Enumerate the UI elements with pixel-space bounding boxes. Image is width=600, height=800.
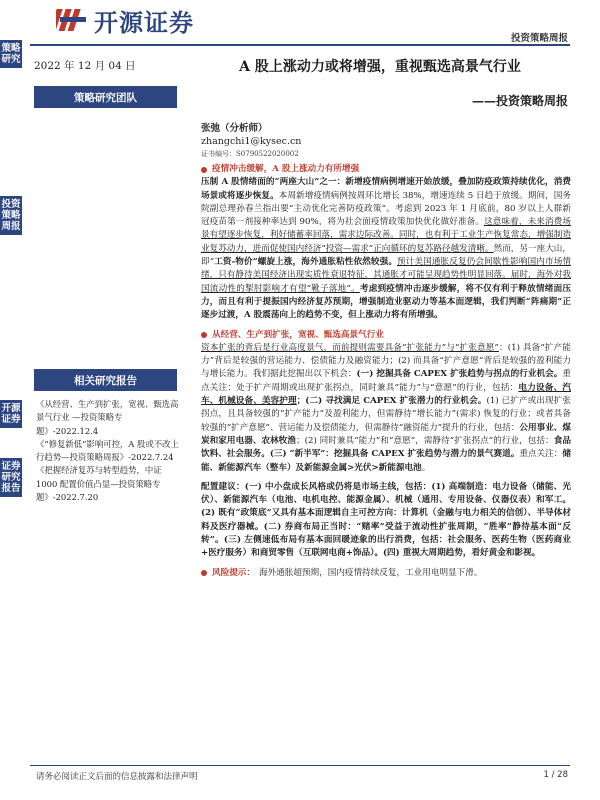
bold-text: 储能、新能源汽车（整车）及新能源金属>光伏>新能源电池 (201, 449, 571, 473)
allocation-advice: 配置建议：(一) 中小盘成长风格或仍将是市场主线，包括：(1) 高端制造：电力设备（储能、光伏）、新能源汽车（电池、电机电控、能源金属）、机械（通用、专用设备、仪器仪表）和军工。(2) 既有“政策底”又具有基本面逻辑自主可控方向：计算机（金融与电力相关的信创）、半导体材料及医疗器械。(二) 券商布局正当时：“赌率”受益于流动性扩张周期，“胜率”静待基本面“反转”。(三) 左侧速低布局有基本面回暖迹象的出行消费，包括：社会服务、医药生物（医药商业+医疗服务）和商贸零售（互联网电商+饰品）。(四) 重视大周期趋势，看好黄金和影视。 (201, 481, 571, 559)
bold-text: 工资-物价”螺旋上涨，海外通胀粘性依然较强。 (214, 257, 398, 268)
page-number: 1 / 28 (543, 770, 568, 780)
related-reports-label: 相关研究报告 (34, 369, 177, 391)
body-text: 重点关注： (519, 449, 563, 460)
bold-underlined-text: 电力设备、汽车、机械设备、美容护理 (201, 382, 571, 407)
legal-disclaimer: 请务必阅读正文后面的信息披露和法律声明 (36, 772, 198, 782)
section-heading (201, 329, 571, 342)
section-heading (201, 163, 571, 176)
related-report-item[interactable]: 《“修复新低”影响可控，A 股或不改上行趋势—投资策略周报》-2022.7.24 (36, 438, 179, 463)
brand-name: 开源证券 (94, 8, 194, 37)
team-label: 策略研究团队 (34, 86, 177, 108)
brand-logo (56, 2, 194, 38)
conclusion-text: 考虑到疫情冲击逐步缓解，将不仅有利于释放情绪面压力，而且有利于提振国内经济复苏预期，增强制造业驱动力等基本面逻辑，我们判断“阵痛期”正逐步过渡，A 股震荡向上的趋势不变，但上涨动力将有所增强。 (201, 283, 571, 321)
side-tab-strategy: 策略研究 (0, 40, 22, 68)
underlined-text: 资本扩张的背后是行业高度景气，而前提则需要具备“扩张能力”与“扩张意愿” (201, 342, 499, 353)
analyst-info (201, 122, 301, 161)
bullet-icon (201, 167, 207, 173)
report-body (201, 163, 571, 580)
report-title: A 股上涨动力或将增强，重视甄选高景气行业 (239, 59, 521, 75)
bold-text: (一) 挖掘具备 CAPEX 扩张趋势与拐点的行业机会。 (356, 369, 563, 380)
analyst-name: 张弛（分析师） (201, 123, 268, 134)
body-text: (1) 已扩产或出现扩张拐点，且具备较强的“扩产能力”及盈利能力，但需静待“增长能力”(需求) 恢复的行业；或者具备较强的“扩产意愿”、营运能力及偿债能力，但需静待“融资能力”提升的行业，包括： (201, 396, 571, 433)
report-type-label: 投资策略周报 (510, 33, 568, 44)
body-text: 。 (421, 462, 431, 473)
related-reports-list (36, 398, 180, 504)
analyst-cert: 证书编号：S0790522020002 (201, 150, 299, 158)
bullet-icon (201, 570, 207, 576)
body-text: 重点关注：处于扩产周期或出现扩张拐点，同时兼具“能力”与“意愿”的行业，包括： (201, 369, 571, 393)
report-date: 2022 年 12 月 04 日 (34, 60, 136, 72)
body-text: ；(2) 同时兼具“能力”和“意愿”，需静待“扩张拐点”的行业，包括： (296, 435, 554, 446)
body-text: 然而，另一座大山，即“ (201, 243, 571, 268)
section-1-paragraph (201, 176, 571, 322)
risk-text: 海外通胀超预期，国内疫情持续反复，工业用电明显下滑。 (258, 567, 483, 578)
underlined-text: 这意味着，未来消费场景有望逐步恢复，利好储蓄率回落，需求边际改善。同时，也有利于工业生产恢复常态，增强制造业复苏动力，进而促使国内经济“投资—需求”正向循环的复苏路径越发清晰。 (201, 217, 571, 254)
bold-text: 公用事业、煤炭和家用电器、农林牧渔 (201, 422, 571, 446)
report-subtitle: ——投资策略周报 (471, 94, 568, 108)
section-title-2: 从经营、生产到扩张，宽视、甄选高景气行业 (212, 329, 384, 340)
related-report-item[interactable]: 《从经营、生产到扩张，宽视、甄选高景气行业 —投资策略专题》-2022.12.4 (36, 399, 179, 436)
side-tab-weekly: 投资策略周报 (0, 196, 22, 235)
risk-heading (201, 567, 571, 580)
side-tab-brand: 开源证券 (0, 400, 22, 428)
lead-text: 压制 A 股情绪面的“两座大山”之一：新增疫情病例增速开始放缓，叠加防疫政策持续优化，消费场景或将逐步恢复。 (201, 177, 571, 201)
body-text: ：(1) 具备“扩产能力”背后是较强的营运能力、偿债能力及融资能力；(2) 而具备“扩产意愿”背后是较强的盈利能力与增长能力。我们据此挖掘出以下机会： (201, 342, 571, 380)
body-text: 本周新增疫情病例按周环比增长 38%，增速连续 5 日趋于放缓。期间，国务院副总理孙春兰指出要“主动优化完善防疫政策”。考虑到 2023 年 1 月底前，80 岁以上人群新冠疫苗第一剂接种率达到 90%，将为社会面疫情政策加快优化做好准备。 (201, 190, 571, 228)
bold-text: ；(二) 寻找满足 CAPEX 扩张潜力的行业机会。 (296, 396, 487, 407)
section-2-paragraph-1 (201, 342, 571, 475)
bold-text: 食品饮料、社会服务 (201, 435, 571, 460)
footer-divider (30, 765, 570, 766)
related-report-item[interactable]: 《把握经济复苏与转型趋势，中证1000 配置价值凸显—投资策略专题》-2022.7.20 (36, 465, 162, 503)
brand-mark-icon (56, 5, 88, 35)
bullet-icon (201, 332, 207, 338)
section-title-1: 疫情冲击缓解，A 股上涨动力有所增强 (212, 164, 360, 174)
bold-text: 。(三) “新半军”：挖掘具备 CAPEX 扩张趋势与潜力的景气赛道。 (261, 449, 520, 460)
underlined-text: 预计美国通胀反复仍会间歇性影响国内市场情绪，只有静待美国经济出现实质性衰退特征，其通胀才可能呈现趋势性明显回落。届时，海外对我国流动性的掣肘影响才有望“靴子落地”。 (201, 257, 571, 294)
risk-title: 风险提示： (212, 567, 255, 578)
side-tab-research: 证券研究报告 (0, 458, 22, 497)
header-divider (30, 44, 570, 46)
analyst-email[interactable]: zhangchi1@kysec.cn (201, 136, 302, 147)
